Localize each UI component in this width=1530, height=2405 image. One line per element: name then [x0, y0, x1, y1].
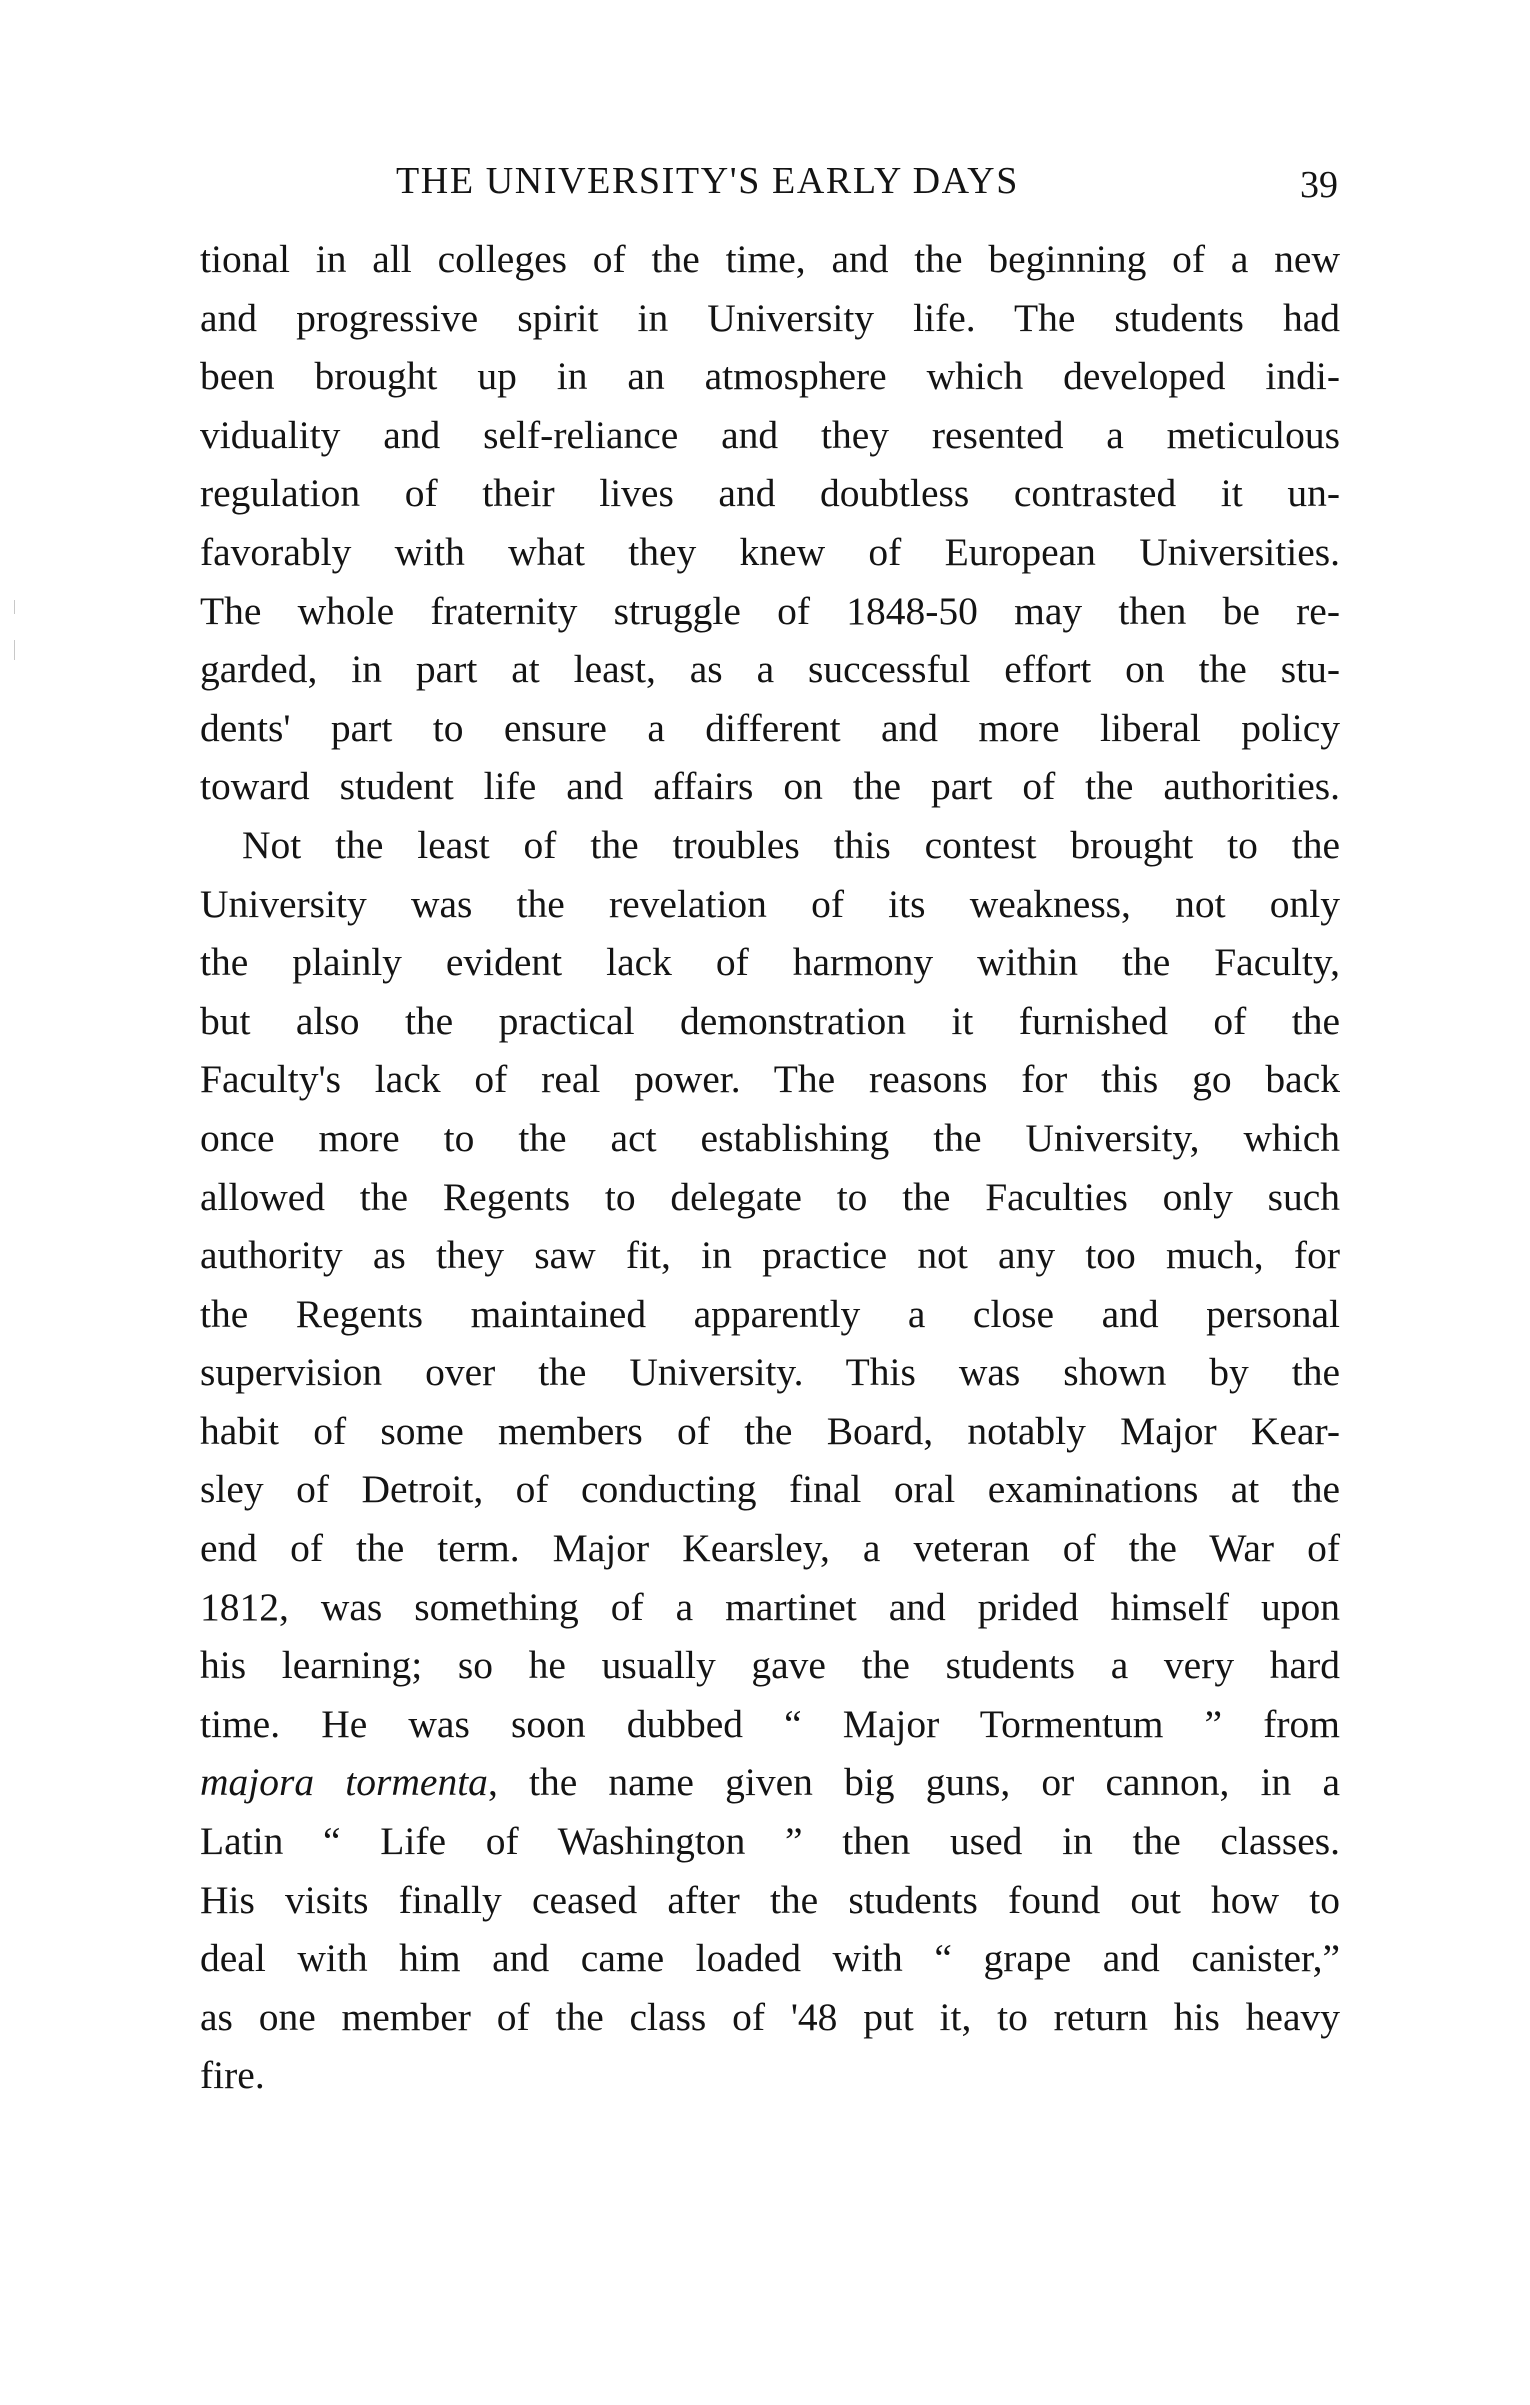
scan-artifact	[14, 600, 15, 614]
text-line: toward student life and affairs on the part of the authorities.	[200, 764, 1340, 809]
text-line: The whole fraternity struggle of 1848-50 may then be re-	[200, 588, 1340, 633]
text-line: end of the term. Major Kearsley, a veteran of the War of	[200, 1526, 1340, 1571]
text-line: 1812, was something of a martinet and prided himself upon	[200, 1584, 1340, 1629]
text-line: the plainly evident lack of harmony within the Faculty,	[200, 940, 1340, 985]
text-line: Faculty's lack of real power. The reasons for this go back	[200, 1057, 1340, 1102]
body-text	[200, 230, 1340, 2105]
text-line: tional in all colleges of the time, and the beginning of a new	[200, 237, 1340, 281]
running-head	[200, 156, 1338, 206]
text-line: His visits finally ceased after the students found out how to	[200, 1877, 1340, 1922]
text-line: habit of some members of the Board, notably Major Kear-	[200, 1408, 1340, 1453]
text-line: time. He was soon dubbed “ Major Tormentum ” from	[200, 1701, 1340, 1746]
text-line: been brought up in an atmosphere which developed indi-	[200, 354, 1340, 399]
text-line: regulation of their lives and doubtless contrasted it un-	[200, 471, 1340, 516]
text-line: once more to the act establishing the University, which	[200, 1115, 1340, 1160]
text-line: his learning; so he usually gave the students a very hard	[200, 1643, 1340, 1688]
text-line: allowed the Regents to delegate to the Faculties only such	[200, 1174, 1340, 1219]
text-line: and progressive spirit in University life. The students had	[200, 295, 1340, 340]
text-line: sley of Detroit, of conducting final oral examinations at the	[200, 1467, 1340, 1512]
text-fragment: , the name given big guns, or cannon, in a	[487, 1760, 1341, 1805]
text-line: viduality and self-reliance and they resented a meticulous	[200, 412, 1340, 457]
text-line: garded, in part at least, as a successful effort on the stu-	[200, 647, 1340, 692]
text-line: supervision over the University. This was shown by the	[200, 1350, 1340, 1395]
text-line: University was the revelation of its weakness, not only	[200, 881, 1340, 926]
text-line-with-italic	[200, 1753, 1340, 1812]
text-line: favorably with what they knew of European Universities.	[200, 529, 1340, 574]
text-line: the Regents maintained apparently a close and personal	[200, 1291, 1340, 1336]
text-line: deal with him and came loaded with “ grape and canister,”	[200, 1936, 1340, 1981]
running-title: THE UNIVERSITY'S EARLY DAYS	[396, 160, 1019, 202]
text-line: dents' part to ensure a different and more liberal policy	[200, 705, 1340, 750]
text-line: as one member of the class of '48 put it, to return his heavy	[200, 1994, 1340, 2039]
page-number: 39	[1300, 164, 1338, 206]
scan-artifact	[14, 640, 15, 660]
italic-phrase: majora tormenta	[200, 1760, 488, 1805]
text-line: authority as they saw fit, in practice not any too much, for	[200, 1233, 1340, 1278]
paragraph-2	[200, 816, 1340, 2105]
text-line: Latin “ Life of Washington ” then used in the classes.	[200, 1819, 1340, 1864]
text-line: fire.	[200, 2053, 265, 2098]
text-line: but also the practical demonstration it furnished of the	[200, 998, 1340, 1043]
text-line: Not the least of the troubles this contest brought to the	[242, 822, 1340, 867]
paragraph-1	[200, 230, 1340, 816]
